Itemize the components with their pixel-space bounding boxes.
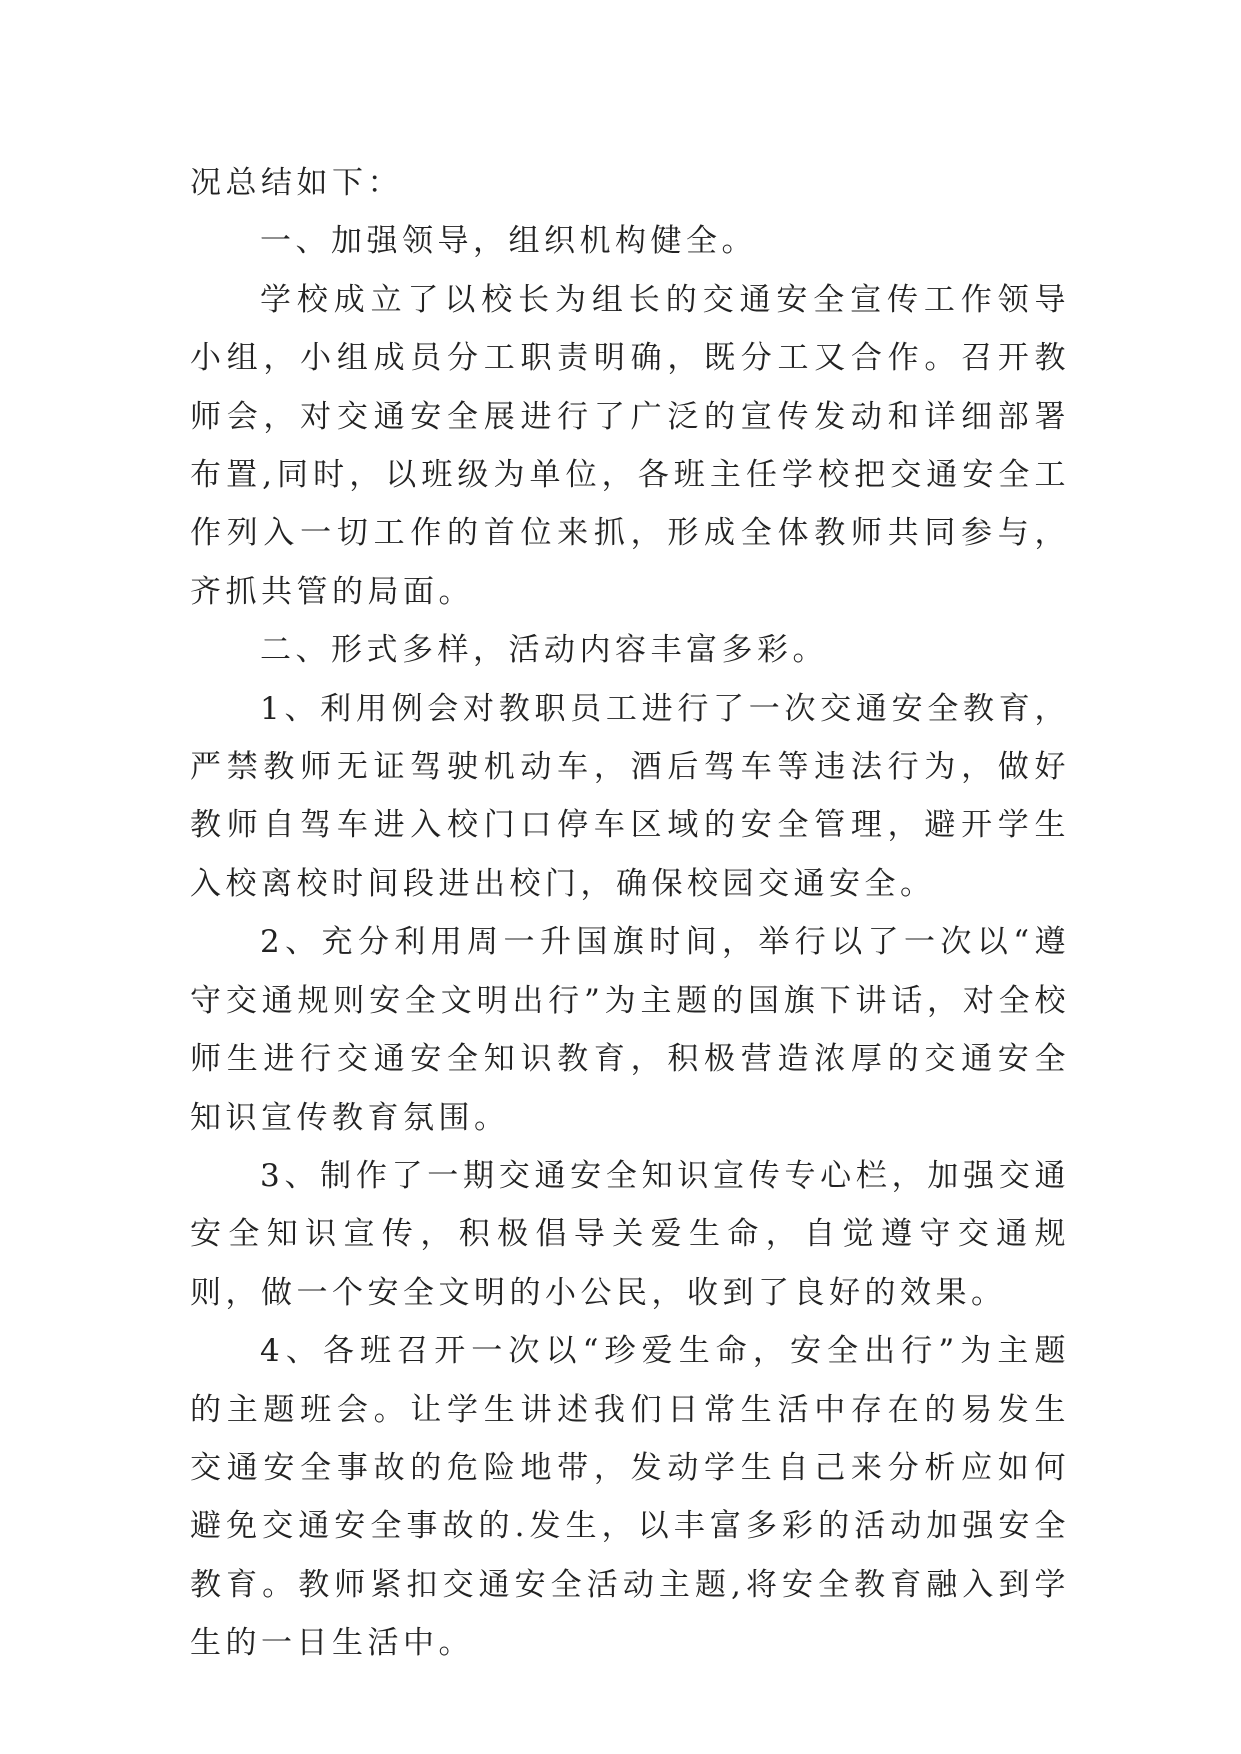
list-item-2: 2、充分利用周一升国旗时间，举行以了一次以“遵守交通规则安全文明出行”为主题的国旗下讲话，对全校师生进行交通安全知识教育，积极营造浓厚的交通安全知识宣传教育氛围。 (190, 924, 1070, 1136)
document-body (190, 154, 1070, 1673)
list-item-1: 1、利用例会对教职员工进行了一次交通安全教育，严禁教师无证驾驶机动车，酒后驾车等违法行为，做好教师自驾车进入校门口停车区域的安全管理，避开学生入校离校时间段进出校门，确保校园交通安全。 (190, 690, 1070, 902)
section-heading-2: 二、形式多样，活动内容丰富多彩。 (260, 632, 828, 669)
paragraph-leadership: 学校成立了以校长为组长的交通安全宣传工作领导小组，小组成员分工职责明确，既分工又合作。召开教师会，对交通安全展进行了广泛的宣传发动和详细部署布置,同时，以班级为单位，各班主任学校把交通安全工作列入一切工作的首位来抓，形成全体教师共同参与，齐抓共管的局面。 (190, 281, 1070, 610)
section-heading-1: 一、加强领导，组织机构健全。 (260, 223, 757, 260)
list-item-3: 3、制作了一期交通安全知识宣传专心栏，加强交通安全知识宣传，积极倡导关爱生命，自觉遵守交通规则，做一个安全文明的小公民，收到了良好的效果。 (190, 1157, 1070, 1311)
list-item-4: 4、各班召开一次以“珍爱生命，安全出行”为主题的主题班会。让学生讲述我们日常生活中存在的易发生交通安全事故的危险地带，发动学生自己来分析应如何避免交通安全事故的.发生，以丰富多彩的活动加强安全教育。教师紧扣交通安全活动主题,将安全教育融入到学生的一日生活中。 (190, 1333, 1070, 1662)
paragraph-intro-continuation: 况总结如下： (190, 165, 403, 201)
